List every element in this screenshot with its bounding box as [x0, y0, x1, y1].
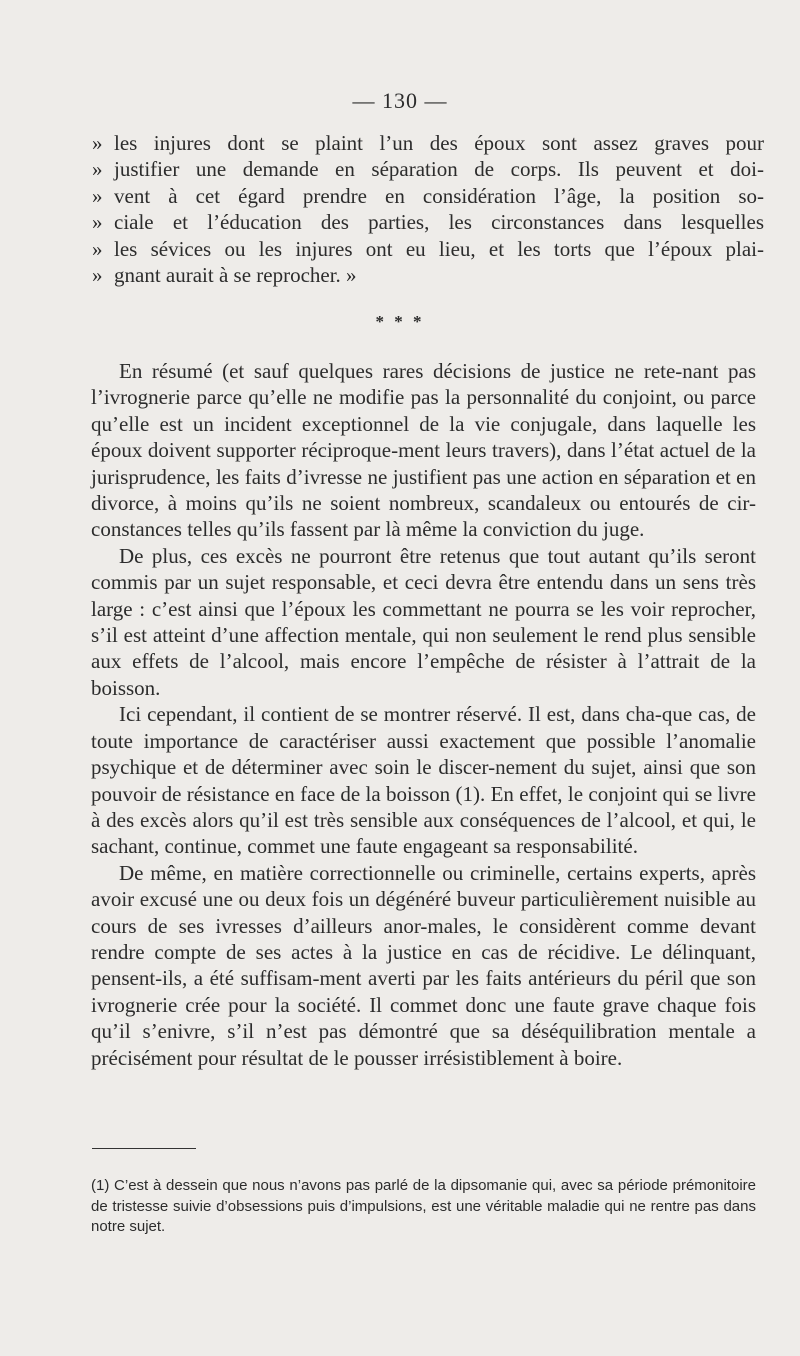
- quote-line: [92, 130, 772, 156]
- quote-line: [92, 156, 772, 182]
- footnote-rule: [92, 1148, 196, 1149]
- quote-line-text: justifier une demande en séparation de corps. Ils peuvent et doi-: [114, 157, 764, 182]
- quote-line-text: les injures dont se plaint l’un des époux sont assez graves pour: [114, 131, 764, 155]
- quote-line: [92, 236, 772, 262]
- quote-line: [92, 183, 772, 209]
- section-separator: * * *: [375, 312, 425, 331]
- page-number: — 130 —: [352, 88, 448, 113]
- quote-mark: »: [92, 131, 103, 155]
- paragraph: En résumé (et sauf quelques rares décisions de justice ne rete-nant pas l’ivrognerie parce qu’elle ne modifie pas la personnalité du conjoint, ou parce qu’elle est un incident exceptionnel de la vie conjugale, dans laquelle les époux doivent supporter réciproque-ment leurs travers), dans l’état actuel de la jurisprudence, les faits d’ivresse ne justifient pas une action en séparation et en divorce, à moins qu’ils ne soient nombreux, scandaleux ou entourés de cir-constances telles qu’ils fassent par là même la conviction du juge.: [91, 359, 756, 542]
- quote-mark: »: [92, 210, 103, 235]
- quoted-passage: [92, 130, 772, 288]
- quote-line: [92, 209, 772, 235]
- quote-line-text: les sévices ou les injures ont eu lieu, et les torts que l’époux plai-: [114, 236, 764, 261]
- quote-mark: »: [92, 183, 103, 208]
- quote-line: [92, 262, 772, 288]
- quote-line-text: gnant aurait à se reprocher. »: [114, 262, 357, 287]
- footnote: (1) C’est à dessein que nous n’avons pas parlé de la dipsomanie qui, avec sa période prémonitoire de tristesse suivie d’obsessions puis d’impulsions, est une véritable maladie qui ne rentre pas dans notre sujet.: [91, 1177, 756, 1235]
- quote-mark: »: [92, 262, 103, 287]
- quote-line-text: ciale et l’éducation des parties, les circonstances dans lesquelles: [114, 210, 764, 235]
- main-text: [91, 358, 756, 1071]
- quote-mark: »: [92, 157, 103, 182]
- paragraph: De même, en matière correctionnelle ou criminelle, certains experts, après avoir excusé une ou deux fois un dégénéré buveur particulièrement nuisible au cours de ses ivresses d’ailleurs anor-males, le considèrent comme devant rendre compte de ses actes à la justice en cas de récidive. Le délinquant, pensent-ils, a été suffisam-ment averti par les faits antérieurs du péril que son ivrognerie crée pour la société. Il commet donc une faute grave chaque fois qu’il s’enivre, s’il n’est pas démontré que sa déséquilibration mentale a précisément pour résultat de le pousser irrésistiblement à boire.: [91, 860, 756, 1070]
- quote-line-text: vent à cet égard prendre en considération l’âge, la position so-: [114, 183, 764, 208]
- quote-mark: »: [92, 236, 103, 261]
- paragraph: De plus, ces excès ne pourront être retenus que tout autant qu’ils seront commis par un sujet responsable, et ceci devra être entendu dans un sens très large : c’est ainsi que l’époux les commettant ne pourra se les voir reprocher, s’il est atteint d’une affection mentale, qui non seulement le rend plus sensible aux effets de l’alcool, mais encore l’empêche de résister à l’attrait de la boisson.: [91, 543, 756, 700]
- paragraph: Ici cependant, il contient de se montrer réservé. Il est, dans cha-que cas, de toute importance de caractériser aussi exactement que possible l’anomalie psychique et de déterminer avec soin le discer-nement du sujet, ainsi que son pouvoir de résistance en face de la boisson (1). En effet, le conjoint qui se livre à des excès alors qu’il est très sensible aux conséquences de l’alcool, et qui, le sachant, continue, commet une faute engageant sa responsabilité.: [91, 702, 756, 859]
